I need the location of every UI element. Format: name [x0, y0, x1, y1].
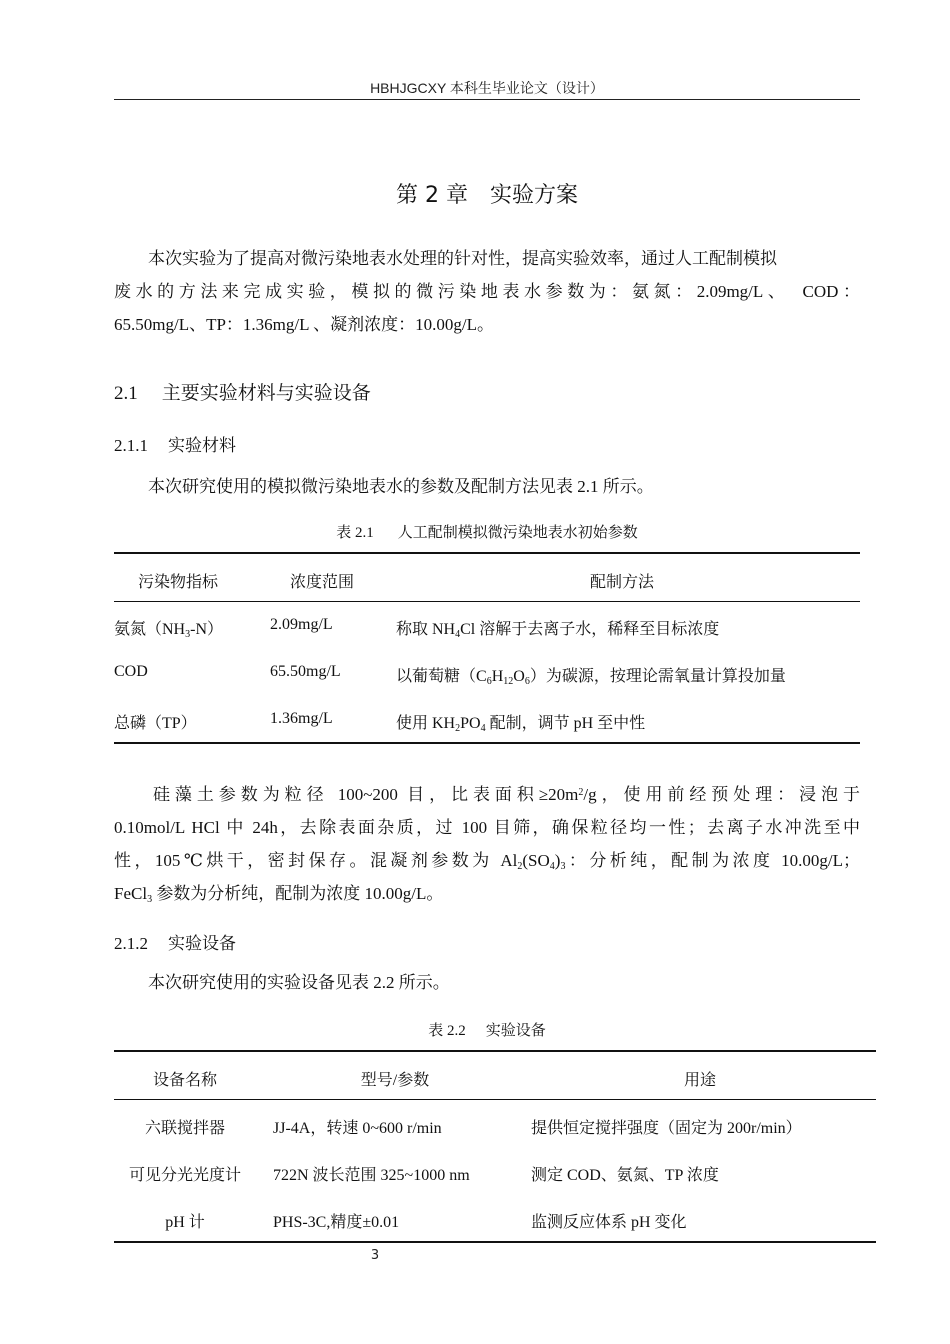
- page-number: 3: [370, 1248, 380, 1263]
- materials-paragraph: 硅藻土参数为粒径 100~200 目，比表面积$\ge 20m^2/g$，使用前经预处理：浸泡于 0.10mol/L HCl 中 24h，去除表面杂质，过 100 目筛，确保粒径均一性；去离子水冲洗至中 性，105℃烘干，密封保存。混凝剂参数为 $Al_2(SO_4)_3$：分析纯，配制为浓度 10.00g/L； FeCl$_3$ 参数为分析纯，配制为浓度 10.00g/L。: [114, 785, 860, 905]
- table-2-2-header: 用途: [683, 1072, 716, 1089]
- table-2-1-header-rule: [114, 601, 860, 602]
- intro-line-1: 本次实验为了提高对微污染地表水处理的针对性，提高实验效率，通过人工配制模拟: [148, 249, 777, 268]
- table-2-2-bottom-rule: [114, 1241, 876, 1243]
- header-rule: [114, 99, 860, 100]
- table-row-name: 六联搅拌器: [144, 1120, 225, 1137]
- chapter-number: 第 2 章: [396, 183, 468, 208]
- intro-paragraph: [114, 242, 860, 341]
- table-row-indicator: 氨氮$(NH_3-N)$: [114, 621, 224, 640]
- table-row-method: 称取 $NH_4Cl$ 溶解于去离子水，稀释至目标浓度: [396, 621, 720, 640]
- table-row-use: 提供恒定搅拌强度（固定为 200r/min）: [531, 1120, 802, 1137]
- chapter-name: 实验方案: [489, 183, 578, 208]
- table-row-concentration: 2.09mg/L: [270, 616, 333, 633]
- section-heading-2-1: 2.1 主要实验材料与实验设备: [114, 382, 371, 404]
- table-2-2-header: 型号/参数: [360, 1072, 430, 1089]
- table-row-model: JJ-4A，转速 0~600 r/min: [273, 1120, 442, 1137]
- section-heading-2-1-1: 2.1.1 实验材料: [114, 436, 236, 456]
- table-row-use: 监测反应体系 pH 变化: [531, 1214, 687, 1231]
- intro-line-2: 废水的方法来完成实验，模拟的微污染地表水参数为：氨氮：2.09mg/L、 COD：: [114, 282, 860, 301]
- table-row-concentration: 1.36mg/L: [270, 710, 333, 727]
- table-row-name: pH 计: [165, 1214, 205, 1231]
- chapter-title: [114, 178, 860, 209]
- table-row-indicator: 总磷（TP）: [114, 715, 197, 732]
- table-2-1-bottom-rule: [114, 742, 860, 744]
- section-heading-2-1-2: 2.1.2 实验设备: [114, 934, 236, 954]
- table-2-2-header-rule: [114, 1099, 876, 1100]
- table-row-model: PHS-3C,精度±0.01: [273, 1214, 400, 1231]
- table-2-2-caption: 表 2.2 实验设备: [428, 1021, 546, 1039]
- equipment-intro: 本次研究使用的实验设备见表 2.2 所示。: [148, 973, 450, 992]
- table-2-1-header: 污染物指标: [138, 574, 219, 591]
- table-2-1-caption: 表 2.1 人工配制模拟微污染地表水初始参数: [336, 523, 638, 541]
- table-row-method: 使用 $KH_2PO_4$ 配制，调节 pH 至中性: [396, 715, 646, 734]
- table-2-1-top-rule: [114, 552, 860, 554]
- table-2-1-header: 浓度范围: [290, 574, 355, 591]
- table-row-concentration: 65.50mg/L: [270, 663, 341, 680]
- running-header: HBHJGCXY 本科生毕业论文（设计）: [370, 80, 604, 96]
- table-row-model: 722N 波长范围 325~1000 nm: [273, 1167, 470, 1184]
- table-row-use: 测定 COD、氨氮、TP 浓度: [531, 1167, 719, 1184]
- table-row-method: 以葡萄糖$(C_6H_{12}O_6)$为碳源，按理论需氧量计算投加量: [396, 668, 786, 687]
- materials-intro: 本次研究使用的模拟微污染地表水的参数及配制方法见表 2.1 所示。: [148, 477, 654, 496]
- table-2-2-header: 设备名称: [152, 1072, 217, 1089]
- intro-line-3: 65.50mg/L、TP：1.36mg/L 、凝剂浓度：10.00g/L。: [114, 315, 494, 334]
- table-2-1-header: 配制方法: [590, 574, 655, 591]
- table-row-indicator: COD: [114, 663, 148, 680]
- table-2-2-top-rule: [114, 1050, 876, 1052]
- table-row-name: 可见分光光度计: [128, 1167, 241, 1184]
